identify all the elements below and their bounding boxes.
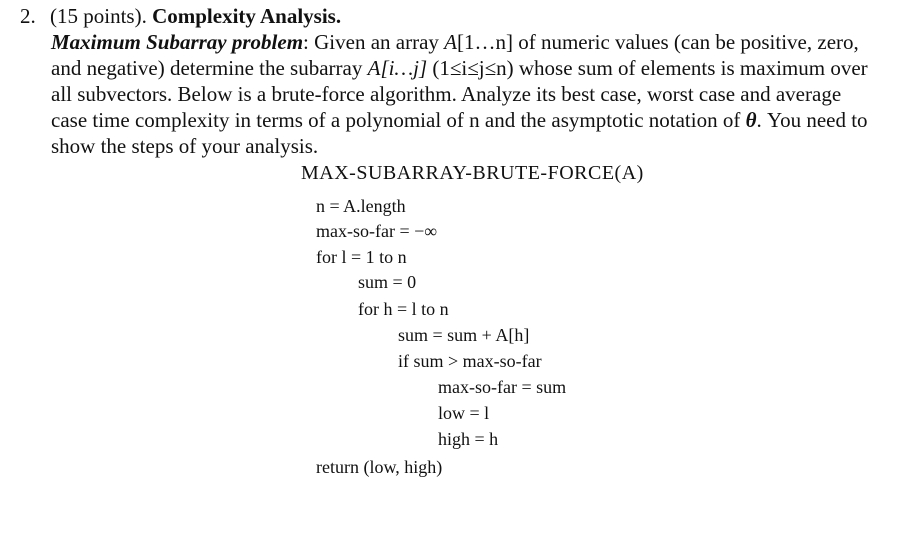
problem-header	[20, 3, 900, 29]
code-line-9: low = l	[438, 403, 490, 423]
code-line-8: max-so-far = sum	[438, 377, 567, 397]
code-line-7: if sum > max-so-far	[398, 351, 542, 371]
code-line-4: sum = 0	[358, 272, 417, 292]
code-line-11: return (low, high)	[316, 457, 443, 477]
code-line-5: for h = l to n	[358, 299, 449, 319]
problem-subtitle: Maximum Subarray problem	[51, 30, 304, 54]
code-line-1: n = A.length	[316, 196, 406, 216]
code-line-2: max-so-far = −∞	[316, 221, 438, 241]
code-line-10: high = h	[438, 429, 499, 449]
problem-text-4: . You need to show the steps of your analysis.	[51, 108, 868, 158]
problem-statement	[20, 3, 900, 159]
code-line-6: sum = sum + A[h]	[398, 325, 530, 345]
problem-text-2: of numeric values (can be positive, zero, and negative) determine the subarray	[51, 30, 859, 80]
problem-points: (15 points).	[50, 4, 147, 28]
subarray-notation: A[i…j]	[367, 56, 428, 80]
problem-body	[51, 29, 881, 159]
algorithm-title: MAX-SUBARRAY-BRUTE-FORCE(A)	[301, 162, 644, 184]
array-range: [1…n]	[456, 30, 513, 54]
problem-title: Complexity Analysis.	[152, 4, 342, 28]
problem-text-1: : Given an array	[303, 30, 445, 54]
theta-symbol: θ	[745, 108, 757, 132]
problem-text-3: whose sum of elements is maximum over all subvectors. Below is a brute-force algorithm. Analyze its best case, worst case and average case time complexity in terms of a polynomial of n and the asymptotic notation of	[51, 56, 868, 132]
array-name: A	[444, 30, 457, 54]
constraint: (1≤i≤j≤n)	[427, 56, 514, 80]
code-line-3: for l = 1 to n	[316, 247, 407, 267]
problem-number: 2.	[20, 4, 36, 28]
